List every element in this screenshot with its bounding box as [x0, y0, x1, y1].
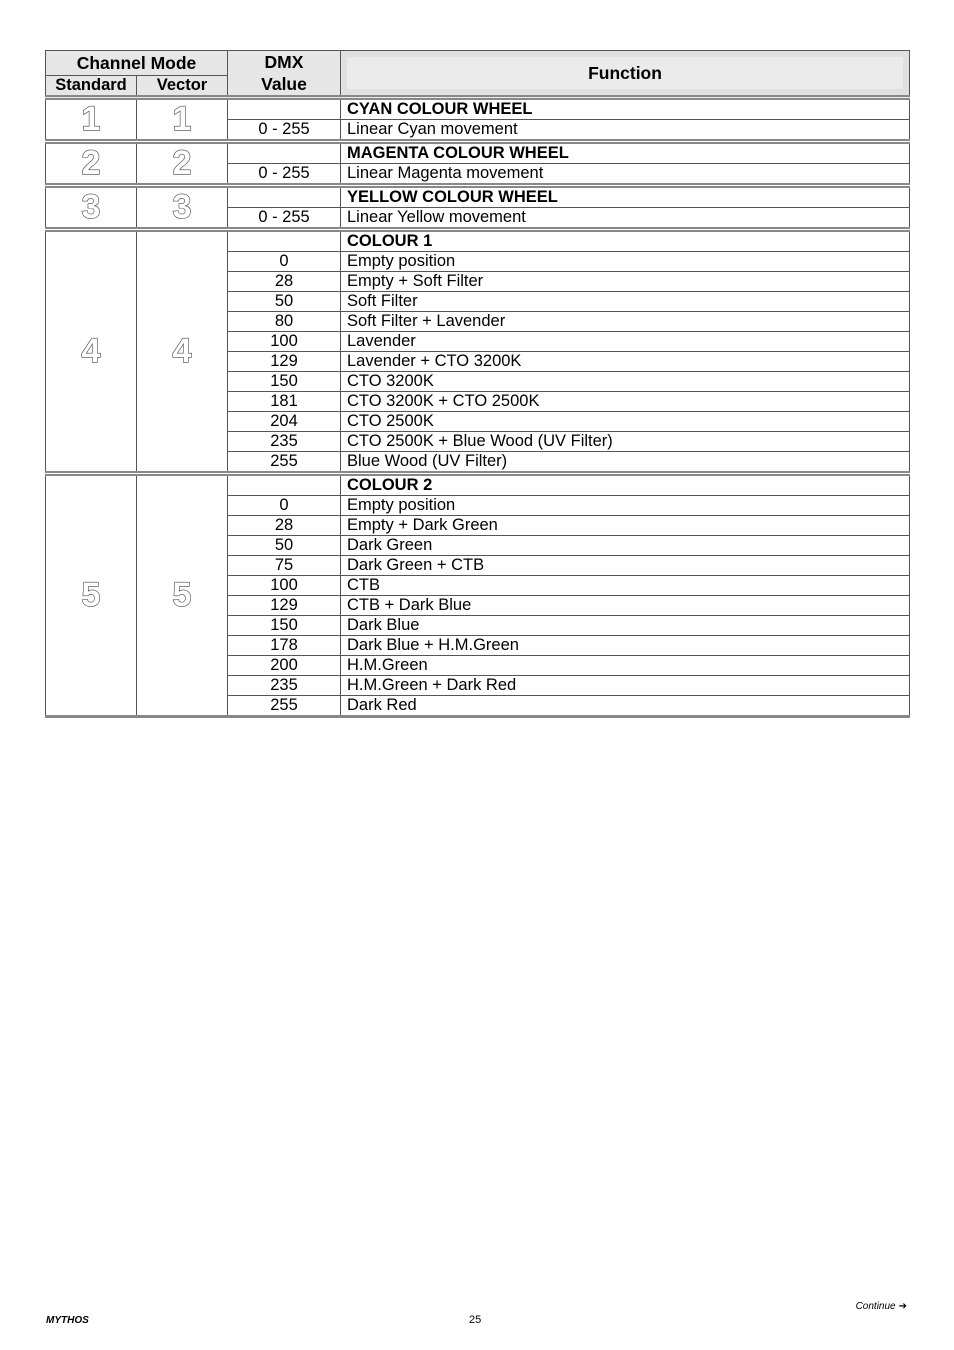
- dmx-value-cell: 150: [228, 616, 341, 636]
- dmx-value-cell: 0: [228, 252, 341, 272]
- vector-channel-number: 4: [137, 230, 228, 474]
- dmx-value-cell: [228, 142, 341, 164]
- function-cell: Empty position: [341, 252, 910, 272]
- vector-channel-number: 1: [137, 98, 228, 142]
- table-row: [46, 474, 910, 496]
- channel-group: [46, 474, 910, 717]
- footer-brand: MYTHOS: [46, 1315, 89, 1326]
- dmx-value-cell: 200: [228, 656, 341, 676]
- function-cell: Dark Green: [341, 536, 910, 556]
- arrow-right-icon: ➔: [898, 1301, 907, 1312]
- dmx-value-cell: 28: [228, 272, 341, 292]
- dmx-value-cell: 178: [228, 636, 341, 656]
- table-row: [46, 186, 910, 208]
- dmx-value-cell: [228, 230, 341, 252]
- function-cell: H.M.Green: [341, 656, 910, 676]
- function-cell: Empty + Dark Green: [341, 516, 910, 536]
- dmx-value-cell: [228, 186, 341, 208]
- dmx-value-cell: 255: [228, 452, 341, 474]
- dmx-value-cell: 129: [228, 596, 341, 616]
- channel-group: [46, 98, 910, 142]
- function-cell: Dark Blue: [341, 616, 910, 636]
- dmx-channel-table: [45, 50, 910, 718]
- dmx-value-cell: 235: [228, 432, 341, 452]
- function-title: COLOUR 1: [341, 230, 910, 252]
- dmx-value-cell: 0: [228, 496, 341, 516]
- vector-channel-number: 2: [137, 142, 228, 186]
- channel-mode-header: Channel Mode: [46, 51, 228, 76]
- standard-channel-number: 2: [46, 142, 137, 186]
- function-cell: Soft Filter: [341, 292, 910, 312]
- function-cell: Empty + Soft Filter: [341, 272, 910, 292]
- function-cell: CTO 2500K + Blue Wood (UV Filter): [341, 432, 910, 452]
- function-cell: Blue Wood (UV Filter): [341, 452, 910, 474]
- vector-channel-number: 5: [137, 474, 228, 717]
- standard-channel-number: 1: [46, 98, 137, 142]
- dmx-value-cell: 204: [228, 412, 341, 432]
- function-title: YELLOW COLOUR WHEEL: [341, 186, 910, 208]
- dmx-value-cell: 181: [228, 392, 341, 412]
- function-cell: CTB + Dark Blue: [341, 596, 910, 616]
- standard-channel-number: 4: [46, 230, 137, 474]
- dmx-value-cell: 50: [228, 536, 341, 556]
- channel-group: [46, 142, 910, 186]
- dmx-value-cell: 0 - 255: [228, 208, 341, 230]
- continue-note: [856, 1301, 907, 1312]
- dmx-value-cell: 100: [228, 576, 341, 596]
- function-cell: Linear Magenta movement: [341, 164, 910, 186]
- dmx-value-cell: 80: [228, 312, 341, 332]
- dmx-value-cell: 100: [228, 332, 341, 352]
- function-title: MAGENTA COLOUR WHEEL: [341, 142, 910, 164]
- dmx-value-header: [228, 51, 341, 98]
- function-cell: CTB: [341, 576, 910, 596]
- function-cell: Dark Red: [341, 696, 910, 717]
- function-cell: CTO 3200K + CTO 2500K: [341, 392, 910, 412]
- dmx-value-cell: 129: [228, 352, 341, 372]
- dmx-value-cell: 0 - 255: [228, 164, 341, 186]
- dmx-value-cell: 0 - 255: [228, 120, 341, 142]
- function-header: Function: [341, 51, 910, 98]
- function-cell: H.M.Green + Dark Red: [341, 676, 910, 696]
- standard-channel-number: 5: [46, 474, 137, 717]
- table-row: [46, 98, 910, 120]
- dmx-value-cell: 75: [228, 556, 341, 576]
- function-cell: CTO 2500K: [341, 412, 910, 432]
- dmx-value-cell: 150: [228, 372, 341, 392]
- vector-channel-number: 3: [137, 186, 228, 230]
- table-header: [46, 51, 910, 98]
- channel-group: [46, 230, 910, 474]
- dmx-value-cell: 50: [228, 292, 341, 312]
- function-title: COLOUR 2: [341, 474, 910, 496]
- function-cell: Dark Blue + H.M.Green: [341, 636, 910, 656]
- function-cell: Lavender: [341, 332, 910, 352]
- function-cell: Linear Yellow movement: [341, 208, 910, 230]
- dmx-header-line2: Value: [261, 74, 307, 94]
- dmx-value-cell: [228, 98, 341, 120]
- vector-header: Vector: [137, 75, 228, 97]
- function-cell: Lavender + CTO 3200K: [341, 352, 910, 372]
- dmx-value-cell: [228, 474, 341, 496]
- dmx-value-cell: 235: [228, 676, 341, 696]
- dmx-value-cell: 28: [228, 516, 341, 536]
- table-row: [46, 142, 910, 164]
- continue-label: Continue: [855, 1301, 896, 1312]
- page-number: 25: [469, 1314, 482, 1326]
- channel-group: [46, 186, 910, 230]
- dmx-header-line1: DMX: [264, 52, 304, 72]
- function-cell: Empty position: [341, 496, 910, 516]
- function-title: CYAN COLOUR WHEEL: [341, 98, 910, 120]
- function-cell: Dark Green + CTB: [341, 556, 910, 576]
- dmx-value-cell: 255: [228, 696, 341, 717]
- table-row: [46, 230, 910, 252]
- standard-header: Standard: [46, 75, 137, 97]
- function-cell: Linear Cyan movement: [341, 120, 910, 142]
- standard-channel-number: 3: [46, 186, 137, 230]
- function-cell: CTO 3200K: [341, 372, 910, 392]
- function-cell: Soft Filter + Lavender: [341, 312, 910, 332]
